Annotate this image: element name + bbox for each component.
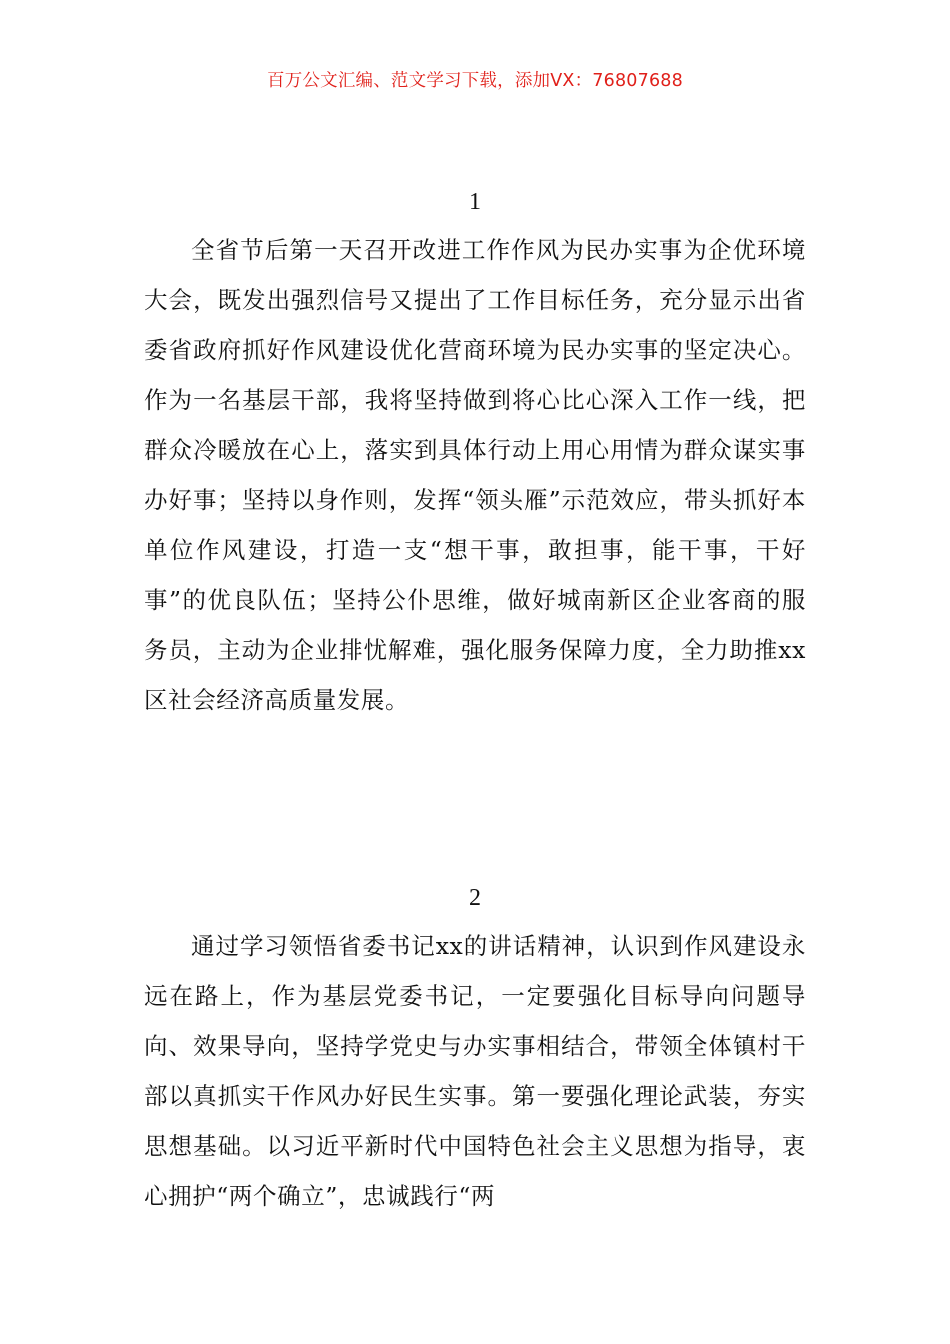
- header-banner: 百万公文汇编、范文学习下载，添加VX：76807688: [267, 71, 683, 91]
- section-number: 2: [469, 885, 481, 911]
- section-paragraph: 全省节后第一天召开改进工作作风为民办实事为企优环境大会，既发出强烈信号又提出了工作目标任务，充分显示出省委省政府抓好作风建设优化营商环境为民办实事的坚定决心。作为一名基层干部，我将坚持做到将心比心深入工作一线，把群众冷暖放在心上，落实到具体行动上用心用情为群众谋实事办好事；坚持以身作则，发挥“领头雁”示范效应，带头抓好本单位作风建设，打造一支“想干事，敢担事，能干事，干好事”的优良队伍；坚持公仆思维，做好城南新区企业客商的服务员，主动为企业排忧解难，强化服务保障力度，全力助推xx区社会经济高质量发展。: [144, 236, 806, 714]
- section-number: 1: [469, 189, 481, 215]
- section-paragraph: 通过学习领悟省委书记xx的讲话精神，认识到作风建设永远在路上，作为基层党委书记，一定要强化目标导向问题导向、效果导向，坚持学党史与办实事相结合，带领全体镇村干部以真抓实干作风办好民生实事。第一要强化理论武装，夯实思想基础。以习近平新时代中国特色社会主义思想为指导，衷心拥护“两个确立”，忠诚践行“两: [144, 932, 806, 1210]
